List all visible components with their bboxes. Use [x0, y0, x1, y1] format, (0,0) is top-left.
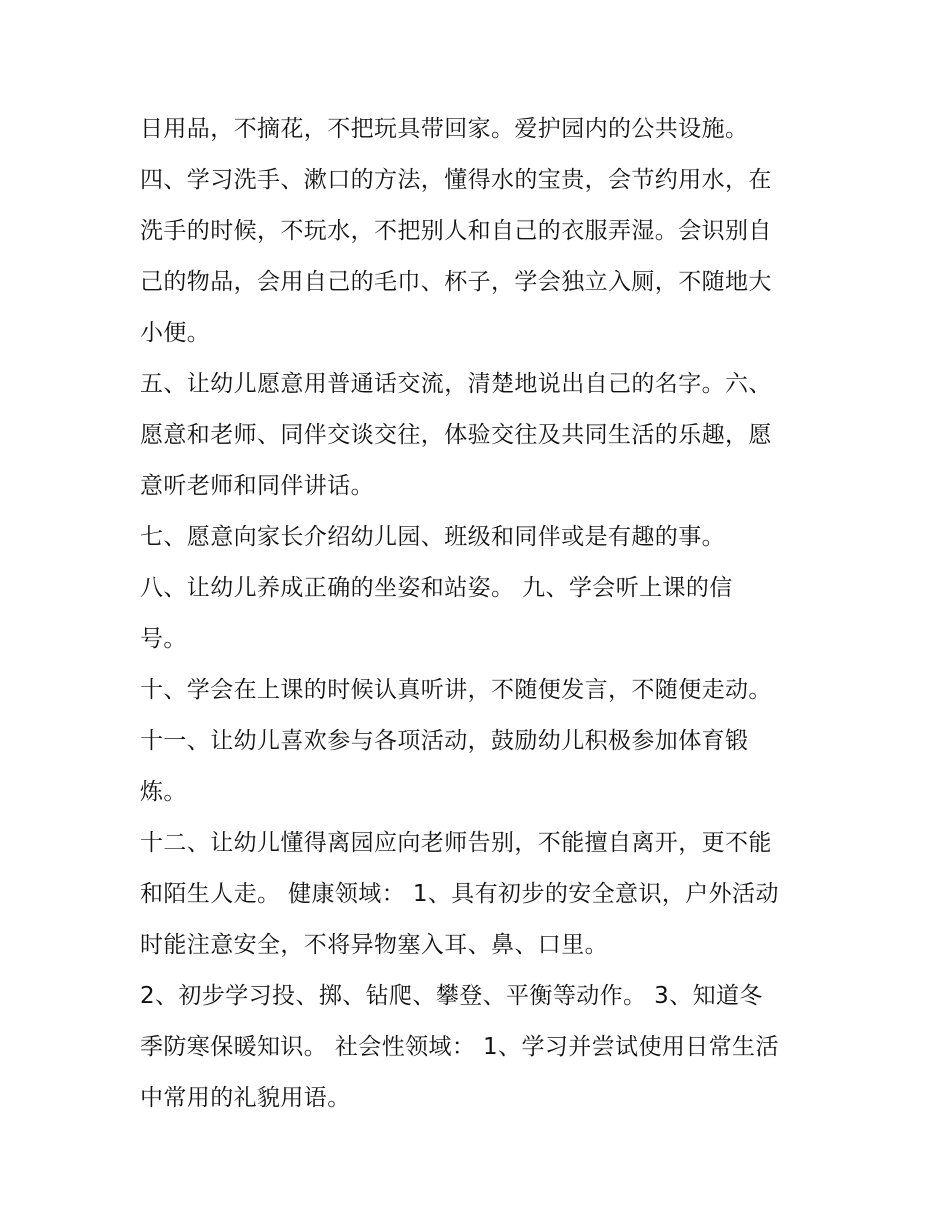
text-line: 洗手的时候，不玩水，不把别人和自己的衣服弄湿。会识别自	[140, 218, 772, 244]
text-line: 炼。	[140, 779, 187, 805]
document-body	[140, 104, 830, 1124]
text-line: 五、让幼儿愿意用普通话交流，清楚地说出自己的名字。六、	[140, 371, 772, 397]
text-line: 十、学会在上课的时候认真听讲，不随便发言，不随便走动。	[140, 677, 772, 703]
text-line: 己的物品，会用自己的毛巾、杯子，学会独立入厕，不随地大	[140, 269, 772, 295]
text-line: 四、学习洗手、漱口的方法，懂得水的宝贵，会节约用水，在	[140, 167, 772, 193]
text-line: 意听老师和同伴讲话。	[140, 473, 374, 499]
text-line: 中常用的礼貌用语。	[140, 1085, 351, 1111]
text-line: 愿意和老师、同伴交谈交往，体验交往及共同生活的乐趣，愿	[140, 422, 772, 448]
text-line: 十一、让幼儿喜欢参与各项活动，鼓励幼儿积极参加体育锻	[140, 728, 749, 754]
text-line: 和陌生人走。 健康领域： 1、具有初步的安全意识，户外活动	[140, 881, 779, 907]
text-line: 号。	[140, 626, 187, 652]
text-line: 时能注意安全，不将异物塞入耳、鼻、口里。	[140, 932, 608, 958]
text-line: 小便。	[140, 320, 211, 346]
text-line: 七、愿意向家长介绍幼儿园、班级和同伴或是有趣的事。	[140, 524, 725, 550]
text-line: 八、让幼儿养成正确的坐姿和站姿。 九、学会听上课的信	[140, 575, 733, 601]
text-line: 日用品，不摘花，不把玩具带回家。爱护园内的公共设施。	[140, 116, 749, 142]
text-line: 十二、让幼儿懂得离园应向老师告别，不能擅自离开，更不能	[140, 830, 772, 856]
text-line: 2、初步学习投、掷、钻爬、攀登、平衡等动作。 3、知道冬	[140, 983, 763, 1009]
text-line: 季防寒保暖知识。 社会性领域： 1、学习并尝试使用日常生活	[140, 1034, 779, 1060]
